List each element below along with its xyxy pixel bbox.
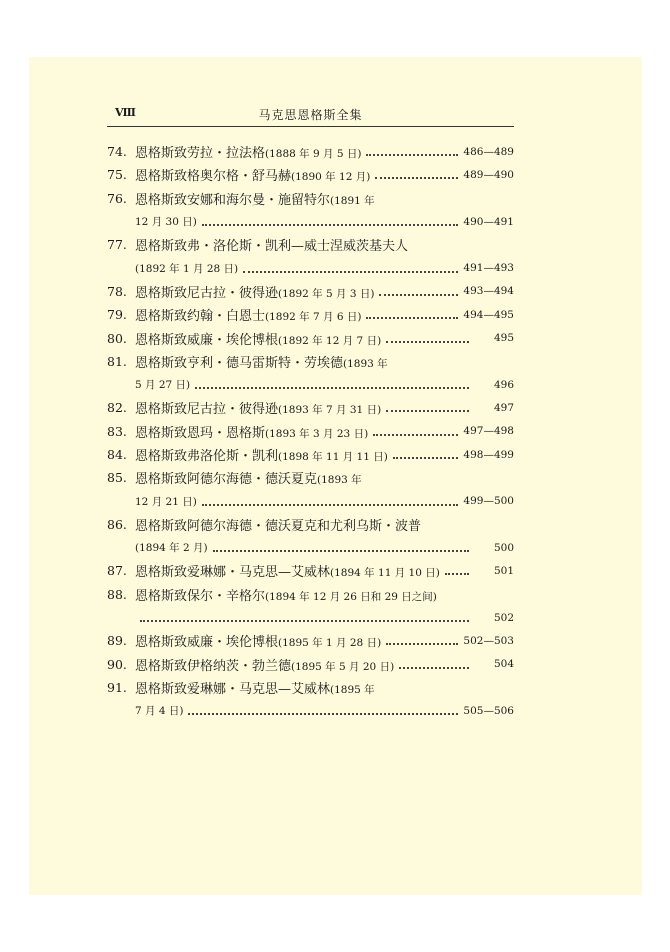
entry-number: 85. <box>107 470 127 486</box>
entry-text <box>135 305 361 324</box>
toc-entry <box>107 233 514 256</box>
toc-entry <box>107 466 514 489</box>
page-range: 494—495 <box>463 308 514 321</box>
entry-text <box>135 214 197 229</box>
entry-title: 恩格斯致劳拉・拉法格 <box>135 146 266 162</box>
toc-entry <box>107 629 514 652</box>
entry-text <box>135 142 361 161</box>
entry-date: (1893 年 <box>317 474 362 487</box>
entry-title: 恩格斯致尼古拉・彼得逊 <box>135 285 279 301</box>
page-range: 493—494 <box>463 285 514 298</box>
dot-leader <box>379 293 458 296</box>
entry-number: 75. <box>107 167 127 183</box>
entry-text <box>135 189 375 208</box>
entry-date: (1890 年 12 月) <box>291 171 371 184</box>
entry-text <box>135 468 362 487</box>
entry-date: (1894 年 2 月) <box>135 542 208 555</box>
entry-title: 恩格斯致恩玛・恩格斯 <box>135 425 266 441</box>
toc-entry <box>107 187 514 210</box>
toc-entry <box>107 140 514 163</box>
toc-entry <box>107 559 514 582</box>
entry-number: 89. <box>107 633 127 649</box>
toc-entry-continuation <box>107 373 514 396</box>
page-range: 496 <box>493 378 514 391</box>
entry-text <box>135 515 421 534</box>
dot-leader <box>373 433 458 436</box>
entry-number: 90. <box>107 656 127 672</box>
entry-text <box>135 422 368 441</box>
entry-text <box>135 585 437 604</box>
entry-number: 79. <box>107 307 127 323</box>
toc-entry <box>107 280 514 303</box>
toc-entry-continuation <box>107 606 514 629</box>
page-range: 497 <box>493 401 514 414</box>
entry-date: (1892 年 7 月 6 日) <box>265 311 362 324</box>
entry-number: 88. <box>107 586 127 602</box>
entry-date: (1891 年 <box>330 194 375 207</box>
entry-title: 恩格斯致阿德尔海德・德沃夏克和尤利乌斯・波普 <box>135 518 422 534</box>
dot-leader <box>386 340 469 343</box>
toc-entry <box>107 326 514 349</box>
entry-text <box>135 377 190 392</box>
entry-title: 恩格斯致尼古拉・彼得逊 <box>135 402 279 418</box>
dot-leader <box>366 153 458 156</box>
dot-leader <box>375 176 458 179</box>
dot-leader <box>188 712 458 715</box>
toc-entry <box>107 396 514 419</box>
entry-title: 恩格斯致弗洛伦斯・凯利 <box>135 449 279 464</box>
page-range: 486—489 <box>463 145 514 158</box>
dot-leader <box>386 409 469 412</box>
toc-entry-continuation <box>107 256 514 279</box>
entry-text <box>135 655 394 674</box>
entry-number: 83. <box>107 423 127 439</box>
entry-date: (1894 年 12 月 26 日和 29 日之间) <box>265 590 437 603</box>
entry-title: 恩格斯致威廉・埃伦博根 <box>135 635 279 651</box>
entry-number: 86. <box>107 516 127 532</box>
dot-leader <box>393 456 459 459</box>
entry-date: (1892 年 12 月 7 日) <box>278 334 382 347</box>
page-number: Ⅷ <box>115 106 136 119</box>
page-range: 497—498 <box>463 425 514 438</box>
entry-date: (1893 年 7 月 31 日) <box>278 404 382 417</box>
entry-date: (1893 年 3 月 23 日) <box>265 427 369 440</box>
entry-title: 恩格斯致爱琳娜・马克思—艾威林 <box>135 681 331 697</box>
toc-entry <box>107 583 514 606</box>
entry-text <box>135 631 381 650</box>
entry-title: 恩格斯致约翰・白恩士 <box>135 309 266 325</box>
toc-entry-continuation <box>107 536 514 559</box>
entry-date: (1895 年 5 月 20 日) <box>291 660 395 673</box>
entry-number: 78. <box>107 283 127 299</box>
dot-leader <box>399 666 469 669</box>
dot-leader <box>386 642 458 645</box>
page-range: 505—506 <box>463 704 514 717</box>
dot-leader <box>213 549 469 552</box>
page-header <box>107 104 514 127</box>
toc-entry-continuation <box>107 699 514 722</box>
entry-number: 80. <box>107 330 127 346</box>
entry-number: 76. <box>107 190 127 206</box>
entry-date: (1893 年 <box>343 357 388 370</box>
entry-title: 恩格斯致保尔・辛格尔 <box>135 588 266 604</box>
entry-title: 恩格斯致安娜和海尔曼・施留特尔 <box>135 192 331 208</box>
entry-number: 77. <box>107 237 127 253</box>
entry-number: 74. <box>107 144 127 160</box>
toc-entry <box>107 676 514 699</box>
entry-date: (1892 年 5 月 3 日) <box>278 287 375 300</box>
page-range: 502 <box>493 611 514 624</box>
entry-date: (1895 年 <box>330 683 375 696</box>
entry-title: 恩格斯致伊格纳茨・勃兰德 <box>135 658 292 674</box>
entry-number: 82. <box>107 400 127 416</box>
entry-text <box>135 540 208 555</box>
entry-title: 恩格斯致弗・洛伦斯・凯利—威士涅威茨基夫人 <box>135 239 409 255</box>
page-range: 499—500 <box>463 495 514 508</box>
toc-entry <box>107 443 514 466</box>
page-range: 489—490 <box>463 168 514 181</box>
page-range: 498—499 <box>463 448 514 461</box>
page-range: 502—503 <box>463 634 514 647</box>
toc-entry <box>107 513 514 536</box>
entry-date: 5 月 27 日) <box>135 379 191 392</box>
entry-title: 恩格斯致格奥尔格・舒马赫 <box>135 169 292 185</box>
running-title: 马克思恩格斯全集 <box>258 108 363 122</box>
dot-leader <box>202 223 459 226</box>
toc-entry <box>107 163 514 186</box>
entry-text <box>135 352 388 371</box>
entry-number: 84. <box>107 447 127 462</box>
dot-leader <box>445 572 469 575</box>
dot-leader <box>202 503 459 506</box>
page-range: 491—493 <box>463 262 514 275</box>
entry-text <box>135 282 374 301</box>
entry-date: 7 月 4 日) <box>135 705 184 718</box>
dot-leader <box>243 270 458 273</box>
entry-date: (1892 年 1 月 28 日) <box>135 262 239 275</box>
entry-date: (1898 年 11 月 11 日) <box>278 451 388 463</box>
entry-date: 12 月 21 日) <box>135 495 197 508</box>
entry-text <box>135 445 388 464</box>
entry-number: 81. <box>107 353 127 369</box>
page-range: 501 <box>493 564 514 577</box>
entry-number: 87. <box>107 563 127 579</box>
toc-entry-continuation <box>107 489 514 512</box>
entry-title: 恩格斯致爱琳娜・马克思—艾威林 <box>135 565 331 581</box>
entry-title: 恩格斯致阿德尔海德・德沃夏克 <box>135 472 318 488</box>
entry-date: (1895 年 1 月 28 日) <box>278 637 382 650</box>
toc-entry <box>107 303 514 326</box>
entry-text <box>135 494 197 509</box>
entry-text <box>135 561 440 580</box>
entry-number: 91. <box>107 679 127 695</box>
entry-text <box>135 329 381 348</box>
entry-date: (1894 年 11 月 10 日) <box>330 567 440 580</box>
page-range: 500 <box>493 541 514 554</box>
entry-text <box>135 165 370 184</box>
table-of-contents <box>107 140 514 722</box>
entry-date: (1888 年 9 月 5 日) <box>265 148 362 161</box>
toc-entry <box>107 420 514 443</box>
entry-title: 恩格斯致威廉・埃伦博根 <box>135 332 279 348</box>
page-range: 490—491 <box>463 215 514 228</box>
entry-text <box>135 703 183 718</box>
entry-text <box>135 261 238 276</box>
entry-date: 12 月 30 日) <box>135 216 197 229</box>
dot-leader <box>140 619 469 622</box>
page-range: 495 <box>493 332 514 345</box>
toc-entry <box>107 653 514 676</box>
toc-entry <box>107 350 514 373</box>
entry-text <box>135 398 381 417</box>
dot-leader <box>366 316 458 319</box>
entry-text <box>135 235 408 254</box>
entry-title: 恩格斯致亨利・德马雷斯特・劳埃德 <box>135 355 344 371</box>
page-range: 504 <box>493 658 514 671</box>
entry-text <box>135 678 375 697</box>
toc-entry-continuation <box>107 210 514 233</box>
dot-leader <box>195 386 469 389</box>
